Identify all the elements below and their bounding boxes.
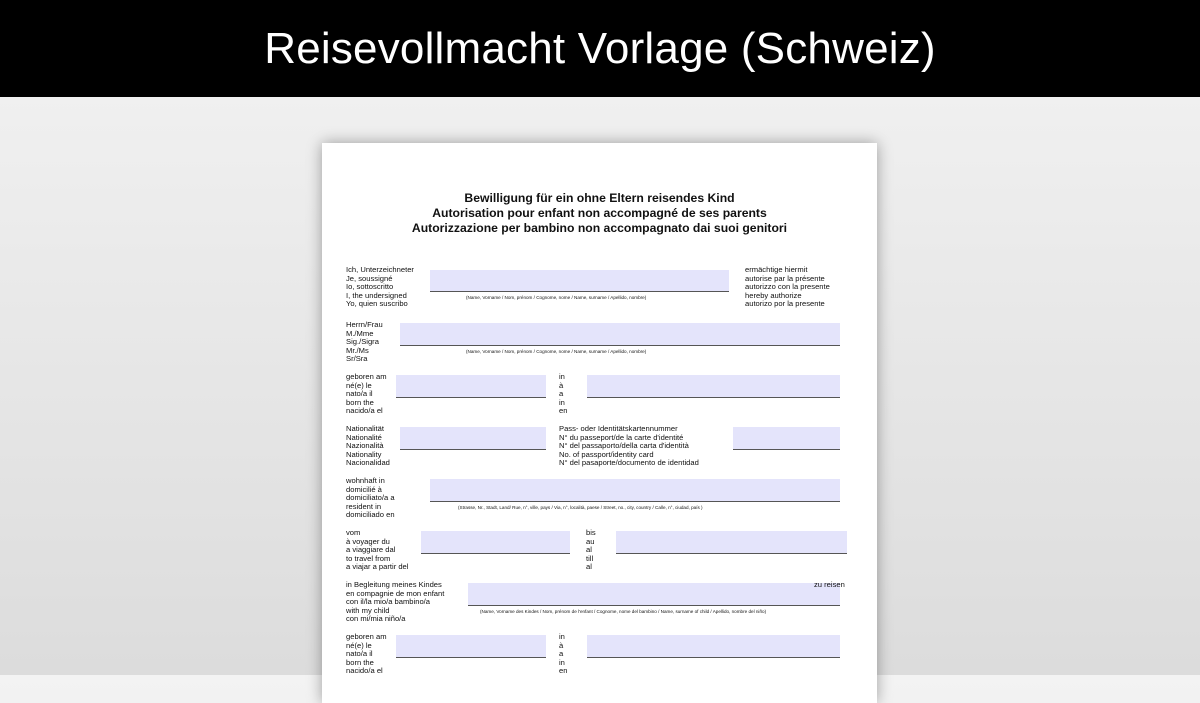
child-birth-place-field[interactable] bbox=[587, 635, 840, 658]
address-hint: (Strasse, Nr., Stadt, Land/ Rue, n°, ville, pays / Via, n°, località, paese / Street, no., city, country / Calle, n°, ciudad, país ) bbox=[458, 505, 703, 510]
from-label: vom à voyager du a viaggiare dal to travel from a viajar a partir del bbox=[346, 528, 409, 572]
birth-place-field[interactable] bbox=[587, 375, 840, 398]
travel-until-field[interactable] bbox=[616, 531, 847, 554]
nationality-field[interactable] bbox=[400, 427, 546, 450]
resident-label: wohnhaft in domicilié à domiciliato/a a resident in domiciliado en bbox=[346, 476, 395, 520]
child-born-label: geboren am né(e) le nato/a il born the nacido/a el bbox=[346, 632, 387, 676]
nationality-label: Nationalität Nationalité Nazionalità Nationality Nacionalidad bbox=[346, 424, 390, 468]
until-label: bis au al till al bbox=[586, 528, 596, 572]
child-birth-place-in-label: in à a in en bbox=[559, 632, 568, 676]
travel-suffix: zu reisen bbox=[814, 580, 845, 589]
child-name-hint: (Name, Vorname des Kindes / Nom, prénom de l'enfant / Cognome, nome del bambino / Name, surname of child / Apellido, nombre del niño) bbox=[480, 609, 767, 614]
undersigned-name-field[interactable] bbox=[430, 270, 729, 292]
form-title-de: Bewilligung für ein ohne Eltern reisendes Kind bbox=[464, 191, 735, 205]
banner-title: Reisevollmacht Vorlage (Schweiz) bbox=[0, 0, 1200, 97]
undersigned-name-hint: (Name, Vorname / Nom, prénom / Cognome, nome / Name, surname / Apellido, nombre) bbox=[466, 295, 647, 300]
born-label: geboren am né(e) le nato/a il born the nacido/a el bbox=[346, 372, 387, 416]
form-title-it: Autorizzazione per bambino non accompagnato dai suoi genitori bbox=[411, 221, 788, 235]
form-document bbox=[322, 143, 877, 703]
travel-from-field[interactable] bbox=[421, 531, 570, 554]
person-label: Herrn/Frau M./Mme Sig./Sigra Mr./Ms Sr/Sra bbox=[346, 320, 383, 364]
person-name-hint: (Name, Vorname / Nom, prénom / Cognome, nome / Name, surname / Apellido, nombre) bbox=[466, 349, 647, 354]
birth-place-in-label: in à a in en bbox=[559, 372, 568, 416]
undersigned-label: Ich, Unterzeichneter Je, soussigné Io, sottoscritto I, the undersigned Yo, quien suscribo bbox=[346, 265, 414, 309]
passport-number-field[interactable] bbox=[733, 427, 840, 450]
form-title-fr: Autorisation pour enfant non accompagné de ses parents bbox=[432, 206, 767, 220]
birth-date-field[interactable] bbox=[396, 375, 546, 398]
child-name-field[interactable] bbox=[468, 583, 840, 606]
child-birth-date-field[interactable] bbox=[396, 635, 546, 658]
accompany-label: in Begleitung meines Kindes en compagnie de mon enfant con il/la mio/a bambino/a with my child con mi/mia niño/a bbox=[346, 580, 445, 624]
person-name-field[interactable] bbox=[400, 323, 840, 346]
address-field[interactable] bbox=[430, 479, 840, 502]
authorize-label: ermächtige hiermit autorise par la présente autorizzo con la presente hereby authorize autorizo por la presente bbox=[745, 265, 830, 309]
passport-label: Pass- oder Identitätskartennummer N° du passeport/de la carte d'identité N° del passaporto/della carta d'identità No. of passport/identity card N° del pasaporte/documento de identidad bbox=[559, 424, 699, 468]
